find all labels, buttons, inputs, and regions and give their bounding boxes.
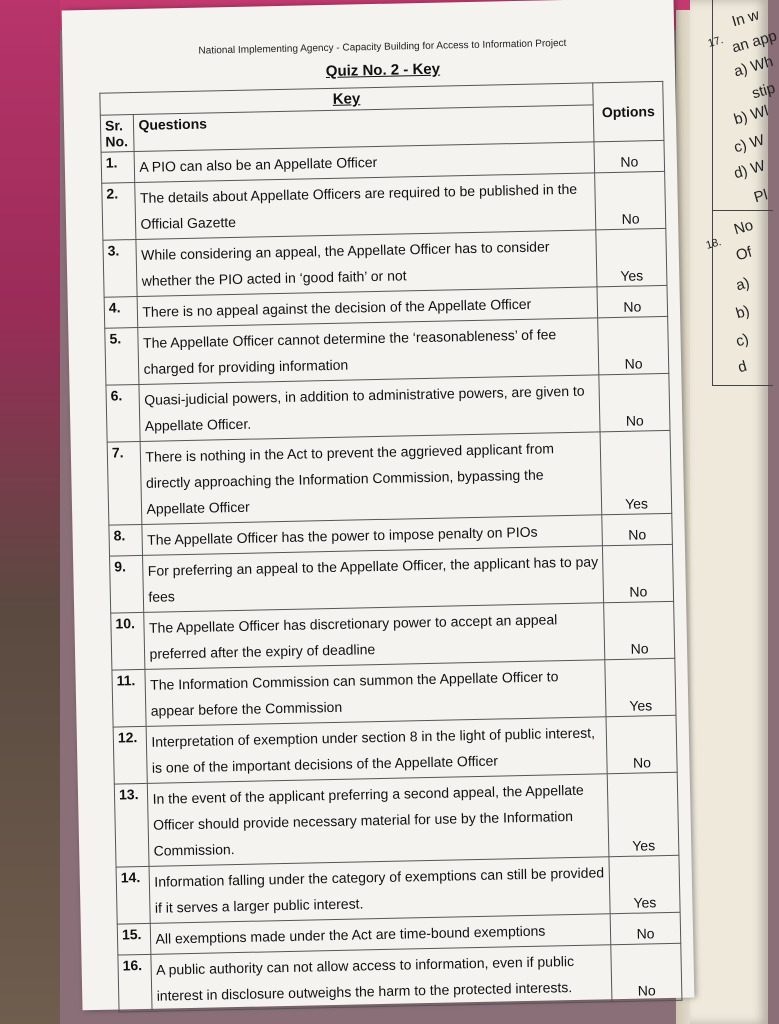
row-option: No (599, 373, 670, 431)
row-option: No (595, 171, 666, 229)
adjacent-q17-line: c) W (732, 131, 767, 157)
table-row (118, 943, 682, 1012)
column-header-sr-no: Sr. No. (100, 115, 134, 153)
agency-header: National Implementing Agency - Capacity Building for Access to Information Project (198, 37, 567, 57)
row-option: No (604, 601, 675, 659)
row-option: No (602, 544, 673, 602)
adjacent-q17-line: In w (730, 6, 762, 31)
row-option: No (594, 140, 665, 172)
row-option: Yes (607, 772, 679, 856)
row-sr-number: 6. (106, 384, 141, 442)
row-option: No (610, 912, 681, 944)
row-option: Yes (609, 855, 680, 913)
row-option: Yes (596, 228, 667, 286)
row-question: In the event of the applicant preferring a second appeal, the Appellate Officer should provide necessary material for use by the Information Commission. (148, 774, 609, 867)
row-question: Quasi-judicial powers, in addition to administrative powers, are given to Appellate Officer. (139, 375, 600, 442)
row-question: For preferring an appeal to the Appellate Officer, the applicant has to pay fees (143, 546, 604, 613)
row-question: All exemptions made under the Act are time-bound exemptions (151, 914, 611, 955)
adjacent-q17-line: stip (750, 79, 778, 103)
row-question: The Information Commission can summon the Appellate Officer to appear before the Commission (145, 660, 606, 727)
quiz-title-text: Quiz No. 2 - Key (325, 60, 441, 80)
row-option: No (611, 943, 682, 1001)
adjacent-q18-number: 18. (704, 236, 723, 252)
row-sr-number: 10. (111, 612, 146, 670)
column-header-options: Options (593, 81, 664, 141)
background-left (0, 0, 60, 1024)
row-sr-number: 14. (116, 866, 151, 924)
adjacent-q17-line: an app (730, 27, 779, 57)
quiz-title (103, 56, 663, 85)
adjacent-q18-line: d (736, 357, 749, 377)
row-sr-number: 4. (104, 296, 138, 328)
row-question: Information falling under the category of exemptions can still be provided if it serves a larger public interest. (150, 857, 611, 924)
row-question: Interpretation of exemption under section 8 in the light of public interest, is one of the important decisions of the Appellate Officer (147, 717, 608, 784)
row-option: Yes (605, 658, 676, 716)
adjacent-q17-line: a) Wh (732, 52, 776, 81)
row-question: There is no appeal against the decision of the Appellate Officer (138, 287, 598, 328)
row-sr-number: 13. (114, 783, 149, 867)
adjacent-q18-line: b) (734, 302, 752, 323)
adjacent-q18-line: Of (734, 243, 754, 265)
row-question: The Appellate Officer has discretionary power to accept an appeal preferred after the expiry of deadline (144, 603, 605, 670)
row-option: No (606, 715, 677, 773)
adjacent-q17-line: Pl (752, 186, 770, 207)
row-question: A public authority can not allow access to information, even if public interest in disclosure outweighs the harm to the protected interests. (151, 945, 612, 1012)
row-sr-number: 2. (102, 183, 137, 241)
row-question: While considering an appeal, the Appellate Officer has to consider whether the PIO acted in ‘good faith’ or not (136, 230, 597, 297)
adjacent-q17-line: d) W (732, 157, 768, 183)
row-option: No (597, 285, 668, 317)
row-sr-number: 8. (109, 524, 143, 556)
key-caption: Key (100, 83, 593, 115)
row-sr-number: 3. (103, 240, 138, 298)
row-question: The Appellate Officer has the power to impose penalty on PIOs (142, 515, 602, 556)
adjacent-q17-line: b) Wl (732, 102, 771, 129)
key-table-body (101, 140, 682, 1012)
row-sr-number: 7. (107, 441, 142, 525)
row-sr-number: 16. (118, 954, 153, 1012)
row-option: No (602, 513, 673, 545)
table-row (107, 430, 672, 525)
row-question: The details about Appellate Officers are required to be published in the Official Gazette (135, 173, 596, 240)
row-question: A PIO can also be an Appellate Officer (135, 142, 595, 183)
row-sr-number: 5. (105, 327, 140, 385)
row-sr-number: 12. (113, 726, 148, 784)
adjacent-q18-line: No (732, 216, 756, 239)
row-question: The Appellate Officer cannot determine the ‘reasonableness’ of fee charged for providing information (138, 318, 599, 385)
adjacent-q17-number: 17. (706, 34, 725, 50)
row-sr-number: 11. (112, 669, 147, 727)
adjacent-page (690, 0, 779, 1024)
document-page (62, 0, 695, 1010)
row-question: There is nothing in the Act to prevent the aggrieved applicant from directly approaching the Information Commission, bypassing the Appellate Officer (141, 432, 602, 525)
table-row (114, 772, 679, 867)
adjacent-q18-line: a) (734, 274, 752, 295)
row-option: No (598, 316, 669, 374)
answer-key-table (99, 81, 682, 1013)
row-option: Yes (600, 430, 672, 514)
column-header-questions: Questions (134, 105, 594, 152)
adjacent-q18-line: c) (734, 330, 751, 351)
row-sr-number: 9. (110, 555, 145, 613)
row-sr-number: 1. (101, 152, 135, 184)
row-sr-number: 15. (117, 923, 151, 955)
